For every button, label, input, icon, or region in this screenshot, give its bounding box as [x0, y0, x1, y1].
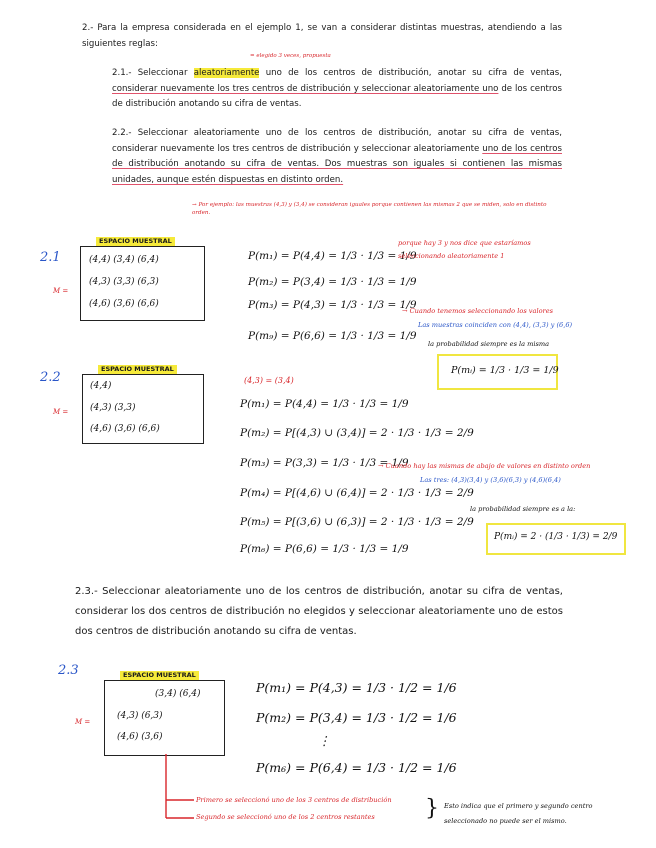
label-m-22: M = [53, 408, 69, 416]
paragraph-2-2 [112, 126, 562, 188]
space-label-22: ESPACIO MUESTRAL [98, 365, 177, 374]
bottom-red-1: Primero se seleccionó uno de los 3 centros de distribución [196, 796, 392, 804]
boxed-result-21 [437, 354, 558, 390]
p22-underlined: uno de los centros de distribución anotando su cifra de ventas. Dos muestras son iguales si contienen las mismas unidades, aunque estén dispuestas en distinto orden. [112, 143, 562, 185]
eq22-2: P(m₂) = P[(4,3) ∪ (3,4)] = 2 · 1/3 · 1/3 = 2/9 [240, 427, 474, 439]
eq23-2: P(m₂) = P(3,4) = 1/3 · 1/2 = 1/6 [256, 710, 457, 725]
note-example: → Por ejemplo: las muestras (4,3) y (3,4) se consideran iguales porque contienen las mismas 2 que se miden, solo en distinto orden. [192, 202, 547, 216]
p21-underlined: considerar nuevamente los tres centros de distribución y seleccionar aleatoriamente uno [112, 83, 499, 94]
box22-row-3: (4,6) (3,6) (6,6) [90, 424, 160, 434]
label-m-21: M = [53, 287, 69, 295]
eq22-3: P(m₃) = P(3,3) = 1/3 · 1/3 = 1/9 [240, 457, 409, 469]
box21-row-1: (4,4) (3,4) (6,4) [89, 255, 159, 265]
label-m-23: M = [75, 718, 91, 726]
bottom-black-1: Esto indica que el primero y segundo centro [444, 802, 593, 810]
p21-rest-a: uno de los centros de distribución, anotar su cifra de ventas, [259, 68, 562, 78]
sample-space-box-23 [104, 680, 225, 756]
eq22-head: (4,3) = (3,4) [244, 376, 294, 385]
box23-row-1: (3,4) (6,4) [155, 689, 201, 699]
eq21-4: P(m₉) = P(6,6) = 1/3 · 1/3 = 1/9 [248, 330, 417, 342]
eq22-5: P(m₅) = P[(3,6) ∪ (6,3)] = 2 · 1/3 · 1/3 = 2/9 [240, 516, 474, 528]
eq23-1: P(m₁) = P(4,3) = 1/3 · 1/2 = 1/6 [256, 680, 457, 695]
eq21-3: P(m₃) = P(4,3) = 1/3 · 1/3 = 1/9 [248, 299, 417, 311]
eq22-4: P(m₄) = P[(4,6) ∪ (6,4)] = 2 · 1/3 · 1/3 = 2/9 [240, 487, 474, 499]
sample-space-box-22 [82, 374, 204, 444]
note-prob-1: porque hay 3 y nos dice que estaríamos [398, 239, 531, 247]
boxed-result-22 [486, 523, 626, 555]
p21-rest-b: de los centros de distribución anotando su cifra de ventas. [112, 83, 562, 109]
p22-a: 2.2.- Seleccionar aleatoriamente uno de los centros de distribución, anotar su cifra de ventas, considerar nuevamente los tres centros de distribución y seleccionar aleatoriamente [112, 128, 562, 154]
space-label-21: ESPACIO MUESTRAL [96, 237, 175, 246]
eq21-1: P(m₁) = P(4,4) = 1/3 · 1/3 = 1/9 [248, 250, 417, 262]
bottom-red-2: Segundo se seleccionó uno de los 2 centros restantes [196, 813, 375, 821]
note-black-1: la probabilidad siempre es la misma [428, 340, 550, 348]
box22-row-2: (4,3) (3,3) [90, 403, 136, 413]
paragraph-2-3: 2.3.- Seleccionar aleatoriamente uno de los centros de distribución, anotar su cifra de ventas, considerar los dos centros de distribución no elegidos y seleccionar aleatoriamente uno de estos dos centros de distribución anotando su cifra de ventas. [75, 586, 563, 637]
box23-row-2: (4,3) (6,3) [117, 711, 163, 721]
sample-space-box-21 [80, 246, 205, 321]
red-connector [160, 754, 200, 824]
p21-highlight: aleatoriamente [193, 68, 260, 78]
eq23-dots: ⋮ [318, 733, 331, 748]
label-2-3: 2.3 [58, 663, 79, 678]
paragraph-2-1 [112, 66, 562, 113]
eq22-1: P(m₁) = P(4,4) = 1/3 · 1/3 = 1/9 [240, 398, 409, 410]
eq21-2: P(m₂) = P(3,4) = 1/3 · 1/3 = 1/9 [248, 276, 417, 288]
box21-row-3: (4,6) (3,6) (6,6) [89, 299, 159, 309]
label-2-1: 2.1 [40, 250, 61, 265]
space-label-23: ESPACIO MUESTRAL [120, 671, 199, 680]
note-blue-1: Las muestras coinciden con (4,4), (3,3) y (6,6) [418, 321, 573, 329]
eq23-3: P(m₆) = P(6,4) = 1/3 · 1/2 = 1/6 [256, 760, 457, 775]
note-prob-2: seleccionando aleatoriamente 1 [398, 252, 505, 260]
note-blue-2: Las tres: (4,3)(3,4) y (3,6)(6,3) y (4,6)(6,4) [420, 476, 561, 484]
eq22-6: P(m₆) = P(6,6) = 1/3 · 1/3 = 1/9 [240, 543, 409, 555]
box21-row-2: (4,3) (3,3) (6,3) [89, 277, 159, 287]
bottom-brace: } [425, 796, 439, 821]
section2-intro: 2.- Para la empresa considerada en el ejemplo 1, se van a considerar distintas muestras, atendiendo a las siguientes reglas: [82, 23, 562, 49]
note-top-small: = elegido 3 veces, propuesta [250, 53, 331, 59]
boxed21-text: P(mᵢ) = 1/3 · 1/3 = 1/9 [451, 365, 559, 376]
note-red-1: → Cuando tenemos seleccionando los valores [402, 307, 553, 315]
box23-row-3: (4,6) (3,6) [117, 732, 163, 742]
boxed22-text: P(mᵢ) = 2 · (1/3 · 1/3) = 2/9 [494, 532, 618, 542]
note-black-2: la probabilidad siempre es a la: [470, 505, 576, 513]
box22-row-1: (4,4) [90, 381, 112, 391]
p21-prefix: 2.1.- Seleccionar [112, 68, 194, 78]
note-red-2: → Cuando hay las mismas de abajo de valores en distinto orden [378, 462, 591, 470]
bottom-black-2: seleccionado no puede ser el mismo. [444, 817, 567, 825]
label-2-2: 2.2 [40, 370, 61, 385]
